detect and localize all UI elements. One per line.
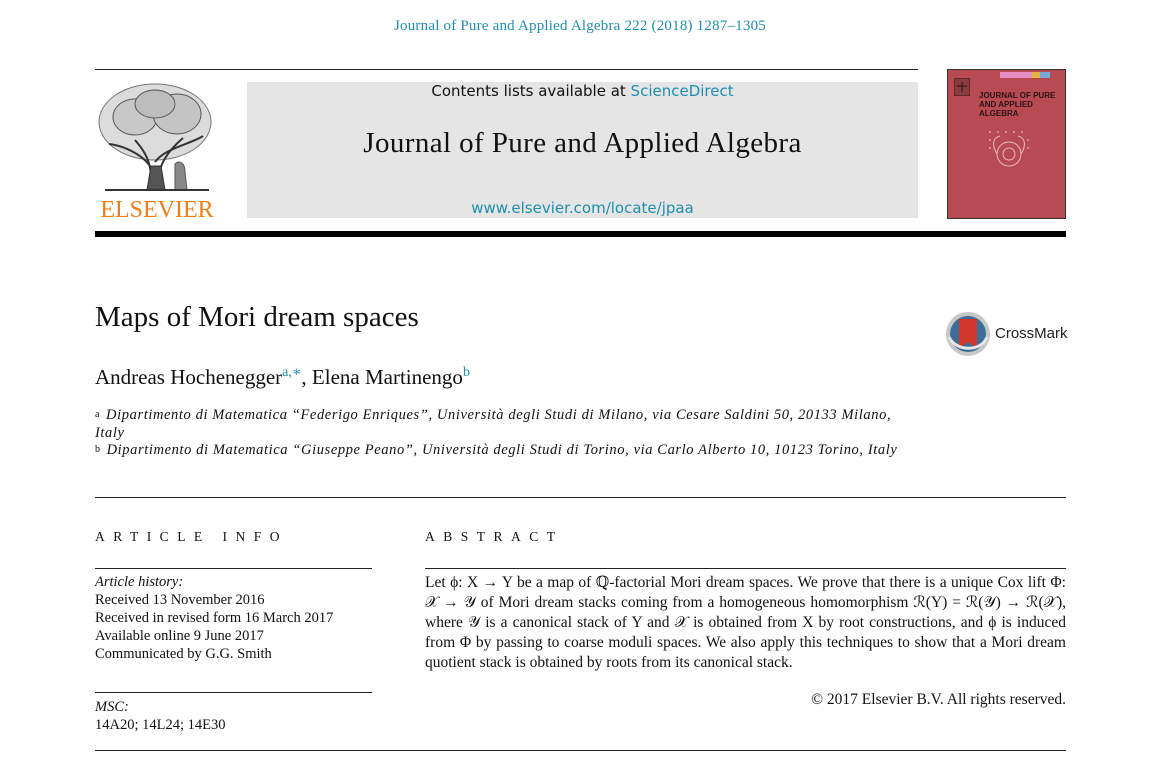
affiliation — [95, 406, 911, 442]
msc-block — [95, 698, 372, 734]
author-name[interactable]: Andreas Hochenegger — [95, 365, 283, 389]
communicated-by: Communicated by G.G. Smith — [95, 646, 272, 662]
cover-stripe-blue — [1040, 72, 1050, 78]
footer-rule — [95, 750, 1066, 751]
cover-stripe-pink — [1000, 72, 1032, 78]
revised-date: Received in revised form 16 March 2017 — [95, 610, 334, 626]
header-rule — [95, 69, 918, 70]
svg-text:ELSEVIER: ELSEVIER — [100, 197, 214, 220]
msc-codes: 14A20; 14L24; 14E30 — [95, 717, 226, 733]
crossmark-label: CrossMark — [995, 325, 1068, 342]
author-affiliation-mark[interactable]: a,∗ — [282, 365, 302, 380]
affiliation-mark: b — [95, 444, 101, 455]
journal-url-link[interactable]: www.elsevier.com/locate/jpaa — [471, 199, 694, 217]
cover-elsevier-icon — [954, 78, 970, 96]
affiliation — [95, 441, 911, 459]
cover-stripe-gold — [1032, 72, 1040, 78]
copyright-notice: © 2017 Elsevier B.V. All rights reserved. — [811, 691, 1066, 708]
abstract-text: Let ϕ: X → Y be a map of ℚ-factorial Mori dream spaces. We prove that there is a unique Cox lift Φ: 𝒳 → 𝒴 of Mori dream stacks coming from a homogeneous homomorphism ℛ(Y) = ℛ(𝒴) → ℛ(𝒳), where 𝒴 is a canonical stack of Y and 𝒳 is obtained from X by root constructions, and ϕ is induced from Φ by passing to coarse moduli spaces. We also apply this techniques to show that a Mori dream quotient stack is obtained by roots from its canonical stack. — [425, 574, 1066, 671]
affiliation-mark: a — [95, 409, 101, 420]
journal-name: Journal of Pure and Applied Algebra — [363, 127, 802, 159]
affiliation-text: Dipartimento di Matematica “Federigo Enriques”, Università degli Studi di Milano, via Cesare Saldini 50, 20133 Milano, Italy — [95, 407, 892, 441]
journal-citation[interactable]: Journal of Pure and Applied Algebra 222 (2018) 1287–1305 — [394, 18, 766, 34]
crossmark-icon — [945, 311, 993, 357]
author-name[interactable]: Elena Martinengo — [311, 365, 463, 389]
author-separator: , — [301, 365, 312, 389]
elsevier-tree-icon — [95, 82, 219, 220]
crossmark-badge[interactable] — [945, 311, 1069, 357]
msc-rule — [95, 692, 372, 693]
elsevier-logo[interactable] — [95, 82, 219, 220]
affiliation-text: Dipartimento di Matematica “Giuseppe Peano”, Università degli Studi di Torino, via Carlo Alberto 10, 10123 Torino, Italy — [106, 442, 898, 458]
msc-heading: MSC: — [95, 699, 129, 715]
contents-prefix: Contents lists available at — [431, 82, 631, 100]
cover-title: JOURNAL OF PURE AND APPLIED ALGEBRA — [979, 91, 1056, 118]
journal-cover[interactable] — [947, 69, 1066, 219]
sciencedirect-link[interactable]: ScienceDirect — [630, 82, 734, 100]
online-date: Available online 9 June 2017 — [95, 628, 264, 644]
journal-banner — [247, 82, 918, 218]
abstract-rule — [425, 568, 1066, 569]
history-heading: Article history: — [95, 574, 184, 590]
header-thick-rule — [95, 231, 1066, 237]
author-list — [95, 364, 470, 390]
article-history — [95, 573, 372, 663]
article-info-rule — [95, 568, 372, 569]
cover-illustration-icon — [984, 128, 1034, 170]
article-info-heading: ARTICLE INFO — [95, 529, 289, 544]
author-affiliation-mark[interactable]: b — [462, 365, 470, 380]
contents-available-line — [247, 82, 918, 100]
abstract-heading: ABSTRACT — [425, 529, 564, 544]
section-rule — [95, 497, 1066, 498]
article-title: Maps of Mori dream spaces — [95, 301, 419, 333]
received-date: Received 13 November 2016 — [95, 592, 265, 608]
